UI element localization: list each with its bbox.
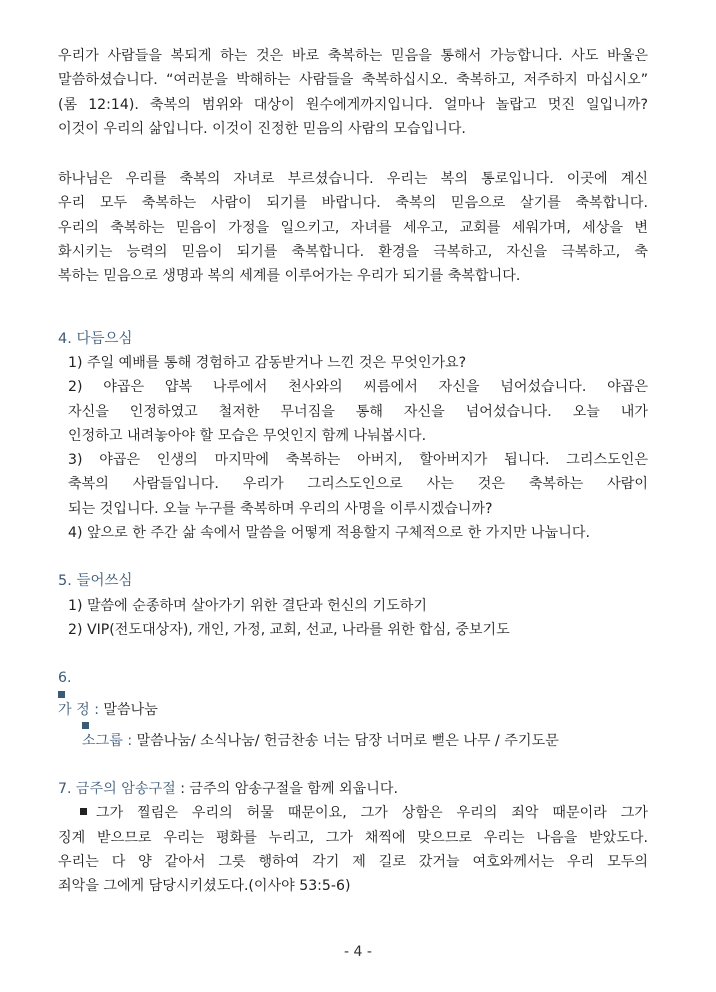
text-line: 하나님은 우리를 축복의 자녀로 부르셨습니다. 우리는 복의 통로입니다. 이곳에 계신 — [58, 171, 648, 188]
verse-line: 징계 받으므로 우리는 평화를 누리고, 그가 채찍에 맞으므로 우리는 나음을 받았도다. — [58, 829, 648, 846]
group-value: 말씀나눔/ 소식나눔/ 헌금찬송 너는 담장 너머로 뻗은 나무 / 주기도문 — [136, 732, 559, 749]
text-line: 우리 모두 축복하는 사람이 되기를 바랍니다. 축복의 믿음으로 살기를 축복합니다. — [58, 195, 648, 212]
section-5-list — [58, 594, 648, 643]
square-bullet-icon — [58, 691, 65, 698]
memory-verse — [58, 801, 648, 898]
square-bullet-icon — [82, 722, 89, 729]
list-item: 2) 야곱은 얍복 나루에서 천사와의 씨름에서 자신을 넘어섰습니다. 야곱은 — [68, 379, 648, 396]
verse-text: 그가 찔림은 우리의 허물 때문이요, 그가 상함은 우리의 죄악 때문이라 그가 — [96, 805, 648, 822]
list-item: 3) 야곱은 인생의 마지막에 축복하는 아버지, 할아버지가 됩니다. 그리스도인은 — [68, 452, 648, 469]
list-item: 자신을 인정하였고 철저한 무너짐을 통해 자신을 넘어섰습니다. 오늘 내가 — [68, 403, 648, 420]
section-7-heading-line — [58, 777, 648, 801]
list-item: 1) 말씀에 순종하며 살아가기 위한 결단과 헌신의 기도하기 — [68, 597, 427, 614]
family-label: 가 정 : — [58, 701, 99, 718]
page-content — [58, 44, 648, 899]
list-item: 인정하고 내려놓아야 할 모습은 무엇인지 함께 나눠봅시다. — [68, 427, 427, 444]
family-value: 말씀나눔 — [103, 701, 158, 718]
text-line: 말씀하셨습니다. “여러분을 박해하는 사람들을 축복하십시오. 축복하고, 저주하지 마십시오” — [58, 72, 648, 89]
list-item: 4) 앞으로 한 주간 삶 속에서 말씀을 어떻게 적용할지 구체적으로 한 가지만 나눕니다. — [68, 525, 590, 542]
page-number: - 4 - — [344, 944, 372, 960]
intro-paragraph-1 — [58, 44, 648, 141]
section-6-group — [58, 722, 648, 753]
text-line: 우리의 축복하는 믿음이 가정을 일으키고, 자녀를 세우고, 교회를 세워가며, 세상을 변 — [58, 219, 648, 236]
text-line: (롬 12:14). 축복의 범위와 대상이 원수에게까지입니다. 얼마나 놀랍고 멋진 일입니까? — [58, 96, 648, 113]
text-line: 이것이 우리의 삶입니다. 이것이 진정한 믿음의 사람의 모습입니다. — [58, 120, 466, 137]
section-7-instruction: : 금주의 암송구절을 함께 외웁니다. — [180, 781, 398, 798]
section-7-heading: 7. 금주의 암송구절 — [58, 781, 176, 798]
list-item: 되는 것입니다. 오늘 누구를 축복하며 우리의 사명을 이루시겠습니까? — [68, 500, 493, 517]
section-4-heading: 4. 다듬으심 — [58, 330, 133, 347]
section-6-family — [58, 666, 648, 722]
list-item: 축복의 사람들입니다. 우리가 그리스도인으로 사는 것은 축복하는 사람이 — [68, 476, 648, 493]
square-bullet-icon — [80, 808, 87, 815]
section-5-heading: 5. 들어쓰심 — [58, 573, 133, 590]
verse-line: 우리는 다 양 같아서 그릇 행하여 각기 제 길로 갔거늘 여호와께서는 우리 모두의 — [58, 854, 648, 871]
list-item: 1) 주일 예배를 통해 경험하고 감동받거나 느낀 것은 무엇인가요? — [68, 354, 467, 371]
text-line: 복하는 믿음으로 생명과 복의 세계를 이루어가는 우리가 되기를 축복합니다. — [58, 268, 521, 285]
text-line: 우리가 사람들을 복되게 하는 것은 바로 축복하는 믿음을 통해서 가능합니다. 사도 바울은 — [58, 48, 648, 64]
group-label: 소그룹 : — [82, 732, 133, 749]
list-item: 2) VIP(전도대상자), 개인, 가정, 교회, 선교, 나라를 위한 합심, 중보기도 — [68, 621, 510, 638]
text-line: 화시키는 능력의 믿음이 되기를 축복합니다. 환경을 극복하고, 자신을 극복하고, 축 — [58, 244, 648, 261]
section-4-list — [58, 351, 648, 545]
section-6-number: 6. — [58, 670, 72, 687]
verse-line — [58, 801, 648, 825]
verse-line: 죄악을 그에게 담당시키셨도다.(이사야 53:5-6) — [58, 878, 351, 895]
intro-paragraph-2 — [58, 167, 648, 288]
